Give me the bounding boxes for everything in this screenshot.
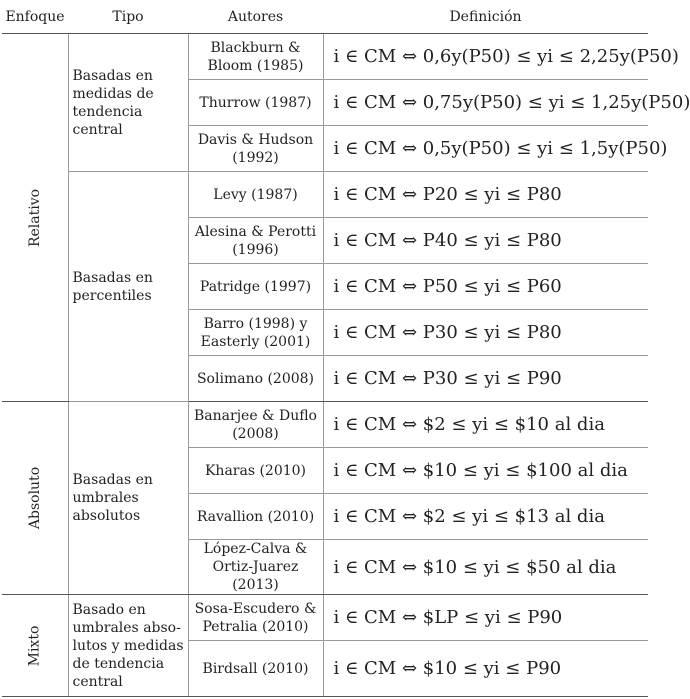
author-line: (1996) bbox=[232, 241, 279, 258]
author-line: Petralia (2010) bbox=[202, 618, 309, 635]
definition-cell bbox=[323, 448, 648, 494]
enfoque-label: Mixto bbox=[26, 625, 43, 666]
author-cell bbox=[188, 80, 323, 126]
enfoque-label: Absoluto bbox=[26, 466, 43, 530]
tipo-label: Basado en umbrales abso-lutos y medidas de tendencia central bbox=[72, 601, 184, 690]
definition-cell bbox=[323, 126, 668, 172]
definition-formula: i ∈ CM ⇔ P30 ≤ yi ≤ P80 bbox=[333, 322, 562, 343]
definition-cell bbox=[323, 310, 648, 356]
author-cell bbox=[188, 641, 323, 697]
definition-cell bbox=[323, 641, 648, 697]
table-row bbox=[2, 172, 648, 218]
definition-formula: i ∈ CM ⇔ $10 ≤ yi ≤ P90 bbox=[333, 658, 562, 679]
author-cell bbox=[188, 540, 323, 595]
definition-cell bbox=[323, 80, 690, 126]
tipo-cell bbox=[68, 402, 188, 595]
table-row bbox=[2, 402, 648, 448]
definition-formula: i ∈ CM ⇔ P40 ≤ yi ≤ P80 bbox=[333, 230, 562, 251]
author-line: Blackburn & bbox=[210, 39, 301, 56]
header-row bbox=[2, 0, 648, 34]
author-line: Banarjee & Duflo bbox=[194, 407, 317, 424]
tipo-label: Basadas en medidas de tendencia central bbox=[72, 67, 154, 138]
author-cell bbox=[188, 264, 323, 310]
author-line: Solimano (2008) bbox=[196, 370, 315, 387]
definition-cell bbox=[323, 172, 648, 218]
author-line: López-Calva & bbox=[203, 541, 308, 557]
tipo-cell bbox=[68, 34, 188, 172]
author-line: Alesina & Perotti bbox=[194, 223, 317, 240]
enfoque-cell-absoluto bbox=[2, 402, 68, 595]
definition-cell bbox=[323, 540, 648, 595]
author-line: Kharas (2010) bbox=[204, 462, 307, 479]
definition-cell bbox=[323, 34, 679, 80]
definition-cell bbox=[323, 356, 648, 402]
tipo-label: Basadas en percentiles bbox=[72, 269, 153, 304]
author-line: Ravallion (2010) bbox=[196, 508, 315, 525]
enfoque-label: Relativo bbox=[26, 188, 43, 247]
author-line: Ortiz-Juarez (2013) bbox=[212, 559, 299, 593]
definition-formula: i ∈ CM ⇔ $LP ≤ yi ≤ P90 bbox=[333, 607, 563, 628]
author-cell bbox=[188, 448, 323, 494]
author-cell bbox=[188, 494, 323, 540]
header-autores: Autores bbox=[188, 0, 323, 34]
author-line: Thurrow (1987) bbox=[199, 94, 312, 111]
header-enfoque: Enfoque bbox=[2, 0, 68, 34]
tipo-cell bbox=[68, 595, 188, 697]
author-line: Patridge (1997) bbox=[199, 278, 312, 295]
definition-formula: i ∈ CM ⇔ P50 ≤ yi ≤ P60 bbox=[333, 276, 562, 297]
author-cell bbox=[188, 126, 323, 172]
author-line: Sosa-Escudero & bbox=[194, 600, 317, 617]
author-cell bbox=[188, 218, 323, 264]
author-cell bbox=[188, 34, 323, 80]
enfoque-cell-relativo bbox=[2, 34, 68, 402]
definition-formula: i ∈ CM ⇔ P30 ≤ yi ≤ P90 bbox=[333, 368, 562, 389]
middle-class-definitions-table bbox=[2, 0, 690, 697]
definition-cell bbox=[323, 402, 648, 448]
enfoque-cell-mixto bbox=[2, 595, 68, 697]
author-cell bbox=[188, 310, 323, 356]
author-line: Barro (1998) y bbox=[203, 315, 308, 332]
definition-formula: i ∈ CM ⇔ $2 ≤ yi ≤ $13 al dia bbox=[333, 506, 605, 527]
definition-formula: i ∈ CM ⇔ $10 ≤ yi ≤ $50 al dia bbox=[333, 556, 617, 578]
header-tipo: Tipo bbox=[68, 0, 188, 34]
author-cell bbox=[188, 356, 323, 402]
author-line: (1992) bbox=[232, 149, 279, 166]
definition-cell bbox=[323, 595, 648, 641]
author-line: Davis & Hudson bbox=[197, 131, 314, 148]
author-line: Easterly (2001) bbox=[200, 333, 311, 350]
author-cell bbox=[188, 402, 323, 448]
definition-cell bbox=[323, 264, 648, 310]
definition-formula: i ∈ CM ⇔ 0,6y(P50) ≤ yi ≤ 2,25y(P50) bbox=[333, 46, 679, 67]
tipo-label: Basadas en umbrales absolutos bbox=[72, 472, 153, 524]
definition-formula: i ∈ CM ⇔ P20 ≤ yi ≤ P80 bbox=[333, 184, 562, 205]
author-line: Levy (1987) bbox=[213, 186, 298, 203]
definition-formula: i ∈ CM ⇔ $2 ≤ yi ≤ $10 al dia bbox=[333, 414, 605, 435]
definition-formula: i ∈ CM ⇔ 0,5y(P50) ≤ yi ≤ 1,5y(P50) bbox=[333, 138, 668, 159]
table-row bbox=[2, 595, 648, 641]
table-row bbox=[2, 34, 648, 80]
author-cell bbox=[188, 172, 323, 218]
author-line: (2008) bbox=[232, 425, 279, 442]
author-cell bbox=[188, 595, 323, 641]
author-line: Bloom (1985) bbox=[207, 57, 304, 74]
author-line: Birdsall (2010) bbox=[202, 660, 309, 677]
definition-cell bbox=[323, 218, 648, 264]
header-definicion: Definición bbox=[323, 0, 648, 34]
tipo-cell bbox=[68, 172, 188, 402]
definition-cell bbox=[323, 494, 648, 540]
definition-formula: i ∈ CM ⇔ $10 ≤ yi ≤ $100 al dia bbox=[333, 460, 628, 481]
definition-formula: i ∈ CM ⇔ 0,75y(P50) ≤ yi ≤ 1,25y(P50) bbox=[333, 92, 690, 113]
